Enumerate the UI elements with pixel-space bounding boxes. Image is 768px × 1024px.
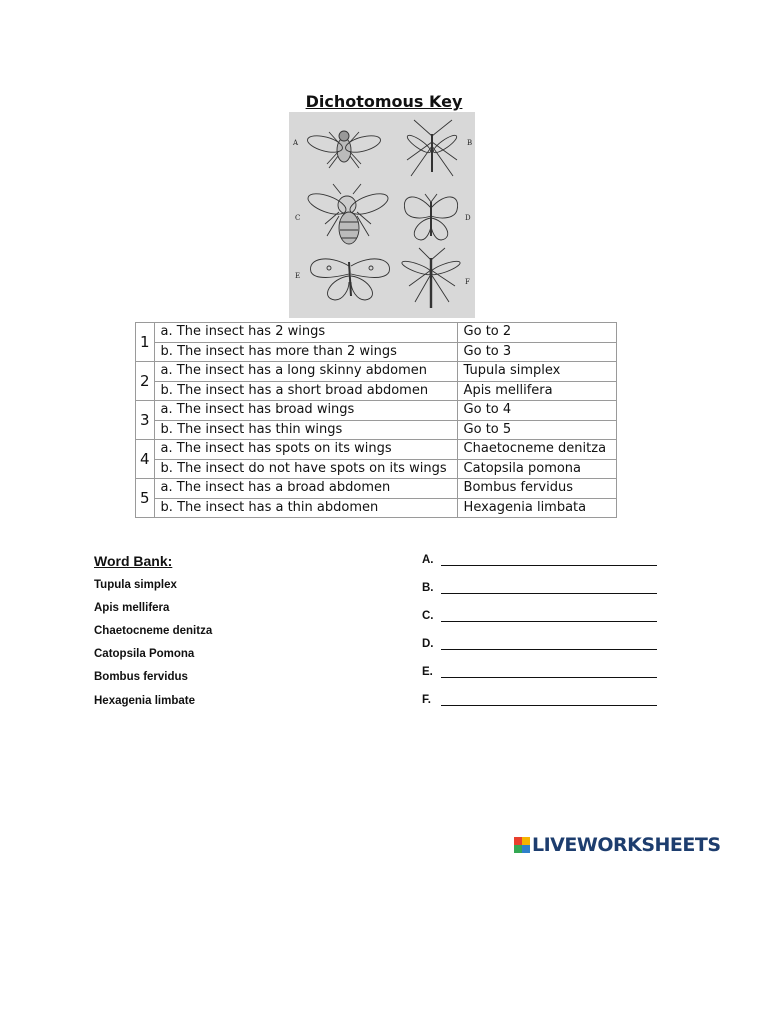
answer-label-c: C.	[422, 610, 434, 622]
step-number: 2	[136, 362, 155, 401]
insect-d	[404, 194, 457, 240]
answer-label-b: B.	[422, 582, 434, 594]
table-row	[136, 479, 617, 499]
table-row	[136, 440, 617, 460]
step-number: 4	[136, 440, 155, 479]
logo-icon	[514, 837, 530, 853]
word-bank-item: Bombus fervidus	[94, 671, 188, 683]
figure-label-d: D	[465, 214, 471, 222]
table-row	[136, 420, 617, 440]
statement-b: b. The insect has thin wings	[154, 420, 457, 440]
answer-field-e[interactable]	[441, 677, 657, 678]
statement-a: a. The insect has 2 wings	[154, 323, 457, 343]
result-a: Tupula simplex	[457, 362, 616, 382]
result-a: Go to 2	[457, 323, 616, 343]
table-row	[136, 362, 617, 382]
word-bank-item: Hexagenia limbate	[94, 695, 195, 707]
result-b: Go to 5	[457, 420, 616, 440]
table-row	[136, 401, 617, 421]
liveworksheets-logo	[514, 834, 721, 856]
word-bank-title: Word Bank:	[94, 553, 173, 569]
statement-a: a. The insect has broad wings	[154, 401, 457, 421]
answer-label-f: F.	[422, 694, 431, 706]
figure-label-f: F	[465, 278, 470, 286]
insect-figure	[289, 112, 475, 318]
statement-b: b. The insect do not have spots on its wings	[154, 459, 457, 479]
answer-label-d: D.	[422, 638, 434, 650]
answer-label-e: E.	[422, 666, 433, 678]
result-b: Hexagenia limbata	[457, 498, 616, 518]
step-number: 3	[136, 401, 155, 440]
statement-a: a. The insect has a broad abdomen	[154, 479, 457, 499]
logo-square	[514, 845, 522, 853]
statement-b: b. The insect has a short broad abdomen	[154, 381, 457, 401]
logo-text: LIVEWORKSHEETS	[532, 834, 721, 856]
answer-field-c[interactable]	[441, 621, 657, 622]
answer-label-a: A.	[422, 554, 434, 566]
insect-f	[401, 248, 462, 308]
table-row	[136, 342, 617, 362]
logo-square	[522, 845, 530, 853]
statement-b: b. The insect has more than 2 wings	[154, 342, 457, 362]
dichotomous-key-table	[135, 322, 617, 518]
answer-field-a[interactable]	[441, 565, 657, 566]
figure-label-e: E	[295, 272, 301, 280]
logo-square	[514, 837, 522, 845]
word-bank-item: Chaetocneme denitza	[94, 625, 213, 637]
answer-field-d[interactable]	[441, 649, 657, 650]
table-row	[136, 459, 617, 479]
word-bank-item: Tupula simplex	[94, 579, 177, 591]
word-bank-item: Catopsila Pomona	[94, 648, 195, 660]
table-row	[136, 381, 617, 401]
page-title: Dichotomous Key	[305, 92, 463, 111]
insect-b	[405, 120, 459, 176]
logo-square	[522, 837, 530, 845]
result-a: Chaetocneme denitza	[457, 440, 616, 460]
figure-label-a: A	[293, 139, 299, 147]
table-row	[136, 323, 617, 343]
insect-a	[306, 131, 382, 168]
result-b: Catopsila pomona	[457, 459, 616, 479]
statement-a: a. The insect has a long skinny abdomen	[154, 362, 457, 382]
statement-b: b. The insect has a thin abdomen	[154, 498, 457, 518]
step-number: 5	[136, 479, 155, 518]
table-row	[136, 498, 617, 518]
insect-drawings	[289, 112, 475, 318]
result-b: Apis mellifera	[457, 381, 616, 401]
word-bank-item: Apis mellifera	[94, 602, 170, 614]
step-number: 1	[136, 323, 155, 362]
statement-a: a. The insect has spots on its wings	[154, 440, 457, 460]
result-b: Go to 3	[457, 342, 616, 362]
result-a: Go to 4	[457, 401, 616, 421]
insect-e	[311, 259, 390, 300]
figure-label-c: C	[295, 214, 301, 222]
answer-field-f[interactable]	[441, 705, 657, 706]
insect-c	[305, 184, 390, 244]
figure-label-b: B	[467, 139, 473, 147]
result-a: Bombus fervidus	[457, 479, 616, 499]
answer-field-b[interactable]	[441, 593, 657, 594]
